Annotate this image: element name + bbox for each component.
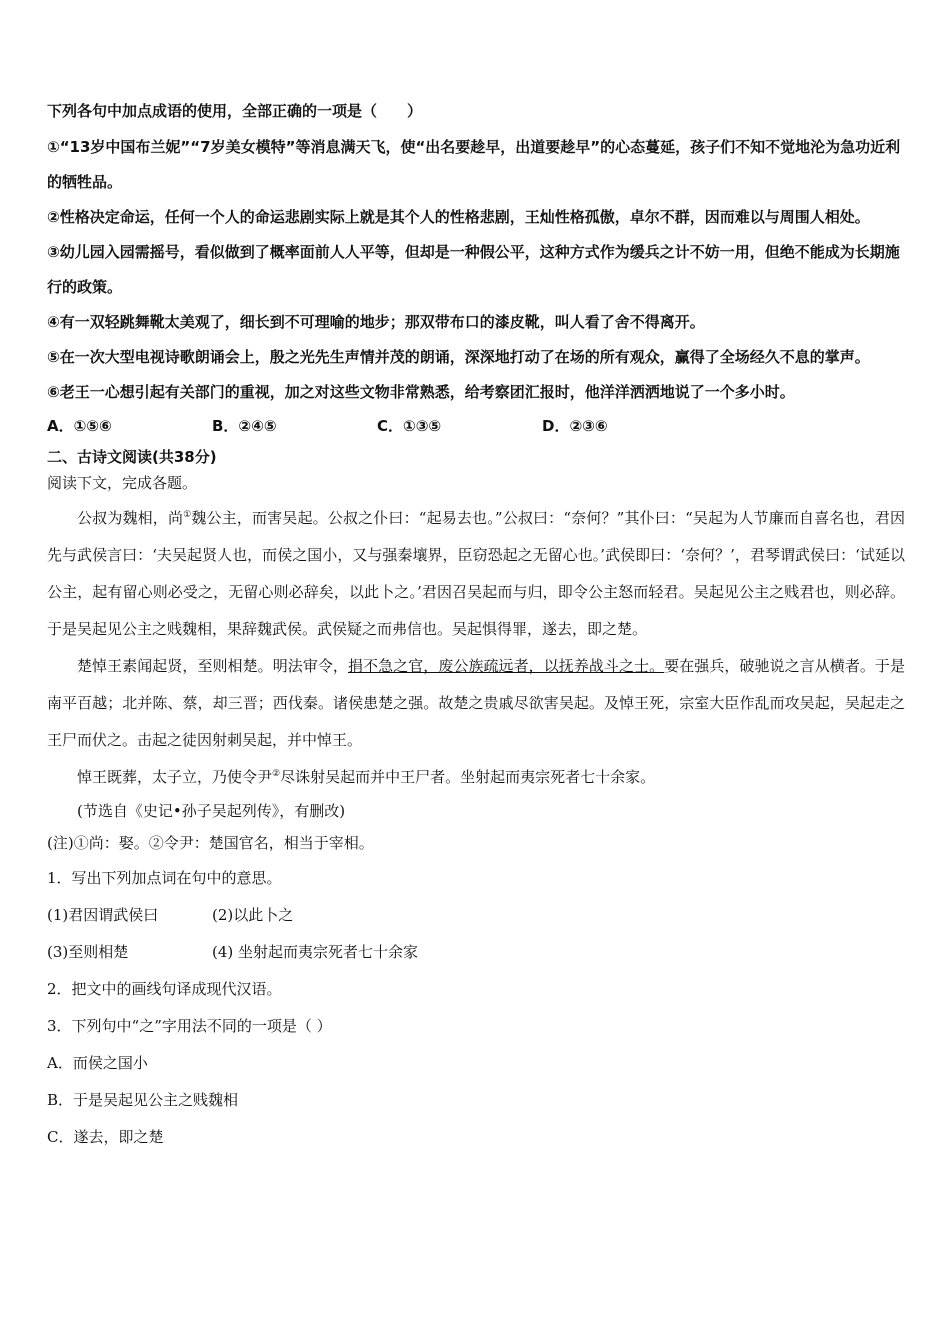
subquestion-3: 3．下列句中“之”字用法不同的一项是（ ） — [47, 1017, 332, 1035]
word-item-2: (2)以此卜之 — [212, 906, 294, 924]
answer-options — [47, 412, 905, 440]
passage-paragraph-2: 楚悼王素闻起贤，至则相楚。明法审令，捐不急之官，废公族疏远者，以抚养战斗之士。要在强兵，破驰说之言从横者。于是南平百越；北并陈、蔡，却三晋；西伐秦。诸侯患楚之强。故楚之贵戚尽欲害吴起。及悼王死，宗室大臣作乱而攻吴起，吴起走之王尸而伏之。击起之徒因射刺吴起，并中悼王。 — [47, 657, 905, 749]
underlined-sentence: 捐不急之官，废公族疏远者，以抚养战斗之士。 — [348, 657, 665, 675]
sentence-1: ①“13岁中国布兰妮”“7岁美女模特”等消息满天飞，使“出名要趁早，出道要趁早”的心态蔓延，孩子们不知不觉地沦为急功近利的牺牲品。 — [47, 138, 901, 191]
option-a[interactable]: A．①⑤⑥ — [47, 417, 112, 435]
subquestion-3-option-c[interactable]: C．遂去，即之楚 — [47, 1128, 164, 1146]
exam-page — [47, 98, 905, 1156]
sentence-3: ③幼儿园入园需摇号，看似做到了概率面前人人平等，但却是一种假公平，这种方式作为缓兵之计不妨一用，但绝不能成为长期施行的政策。 — [47, 243, 900, 296]
reading-instruction: 阅读下文，完成各题。 — [47, 474, 198, 492]
passage-paragraph-3: 悼王既葬，太子立，乃使令尹②尽诛射吴起而并中王尸者。坐射起而夷宗死者七十余家。 — [77, 768, 656, 786]
passage-source: (节选自《史记•孙子吴起列传》，有删改) — [77, 802, 346, 820]
footnotes: (注)①尚：娶。②令尹：楚国官名，相当于宰相。 — [47, 834, 374, 852]
footnote-marker-2: ② — [272, 769, 281, 779]
section-title: 二、古诗文阅读(共38分) — [47, 448, 217, 466]
word-item-3: (3)至则相楚 — [47, 943, 129, 961]
question-title: 下列各句中加点成语的使用，全部正确的一项是（ ） — [47, 102, 423, 120]
word-item-4: (4) 坐射起而夷宗死者七十余家 — [212, 943, 419, 961]
option-b[interactable]: B．②④⑤ — [212, 417, 277, 435]
word-item-1: (1)君因谓武侯曰 — [47, 906, 159, 924]
sentence-2: ②性格决定命运，任何一个人的命运悲剧实际上就是其个人的性格悲剧，王灿性格孤傲，卓尔不群，因而难以与周围人相处。 — [47, 208, 870, 226]
subquestion-1-items — [47, 897, 905, 934]
sentence-5: ⑤在一次大型电视诗歌朗诵会上，殷之光先生声情并茂的朗诵，深深地打动了在场的所有观众，赢得了全场经久不息的掌声。 — [47, 348, 870, 366]
option-d[interactable]: D．②③⑥ — [542, 417, 608, 435]
sentence-6: ⑥老王一心想引起有关部门的重视，加之对这些文物非常熟悉，给考察团汇报时，他洋洋洒洒地说了一个多小时。 — [47, 383, 795, 401]
subquestion-2: 2．把文中的画线句译成现代汉语。 — [47, 980, 282, 998]
subquestion-1: 1．写出下列加点词在句中的意思。 — [47, 869, 282, 887]
option-c[interactable]: C．①③⑤ — [377, 417, 442, 435]
subquestion-3-option-b[interactable]: B．于是吴起见公主之贱魏相 — [47, 1091, 239, 1109]
subquestion-3-option-a[interactable]: A．而侯之国小 — [47, 1054, 148, 1072]
subquestion-1-items-row2 — [47, 934, 905, 971]
footnote-marker-1: ① — [183, 510, 192, 520]
sentence-4: ④有一双轻跳舞靴太美观了，细长到不可理喻的地步；那双带布口的漆皮靴，叫人看了舍不得离开。 — [47, 313, 705, 331]
passage-paragraph-1: 公叔为魏相，尚①魏公主，而害吴起。公叔之仆曰：“起易去也。”公叔曰：“奈何？”其仆曰：“吴起为人节廉而自喜名也，君因先与武侯言曰：‘夫吴起贤人也，而侯之国小，又与强秦壤界，臣窃恐起之无留心也。’武侯即曰：‘奈何？’，君琴谓武侯曰：‘试延以公主，起有留心则必受之，无留心则必辞矣，以此卜之。’君因召吴起而与归，即令公主怒而轻君。吴起见公主之贱君也，则必辞。于是吴起见公主之贱魏相，果辞魏武侯。武侯疑之而弗信也。吴起惧得罪，遂去，即之楚。 — [47, 509, 905, 638]
